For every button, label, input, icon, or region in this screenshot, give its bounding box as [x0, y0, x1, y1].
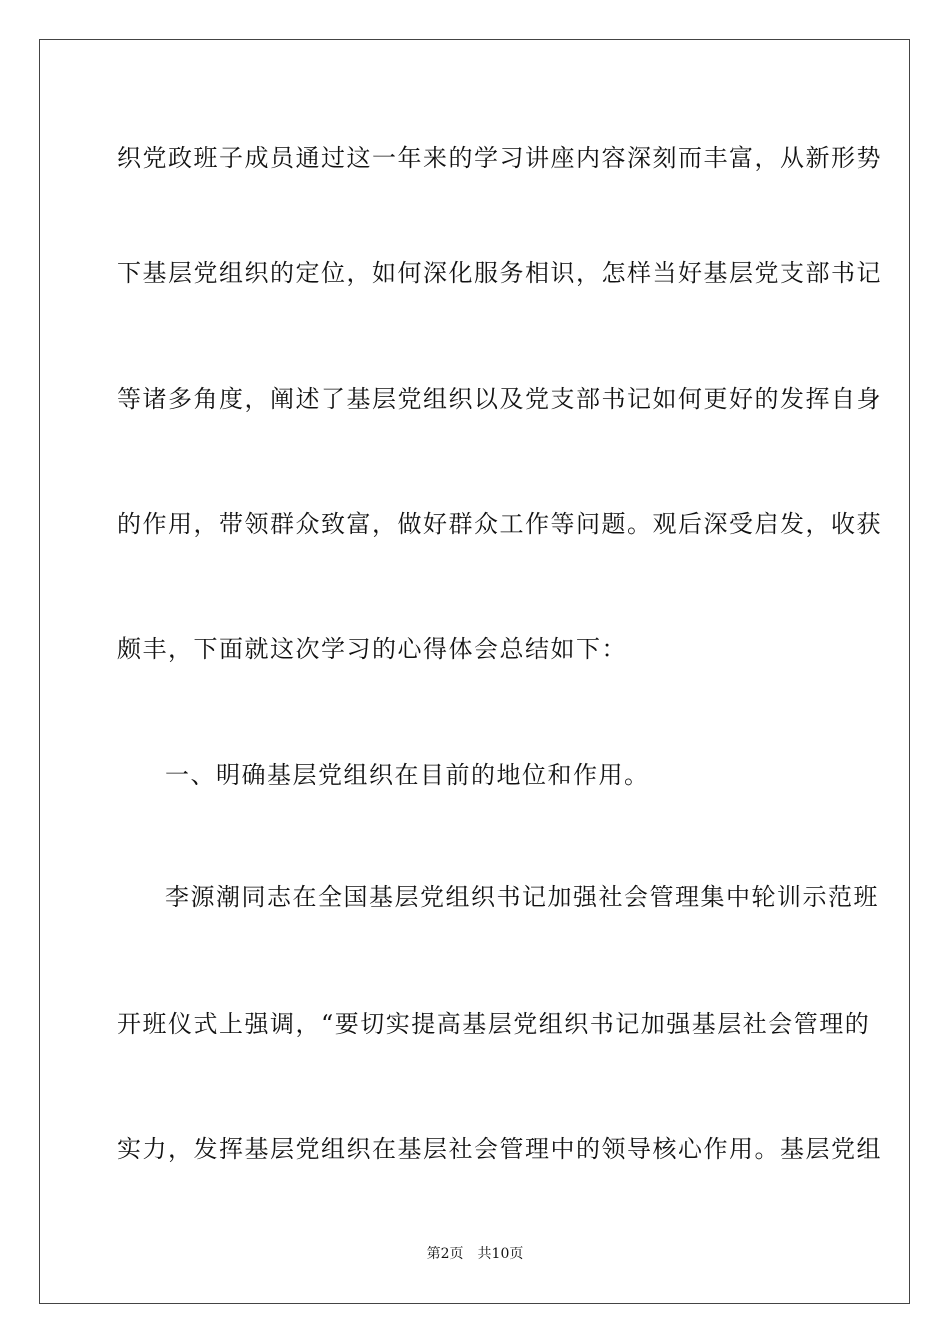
- page-number: 第2页: [426, 1246, 464, 1262]
- body-line-7: 李源潮同志在全国基层党组织书记加强社会管理集中轮训示范班: [165, 883, 879, 911]
- section-heading: 一、明确基层党组织在目前的地位和作用。: [165, 761, 650, 789]
- body-line-4: 的作用，带领群众致富，做好群众工作等问题。观后深受启发，收获: [117, 510, 882, 538]
- body-line-5: 颇丰，下面就这次学习的心得体会总结如下：: [117, 635, 627, 663]
- page-total: 共10页: [477, 1246, 524, 1262]
- body-line-1: 织党政班子成员通过这一年来的学习讲座内容深刻而丰富，从新形势: [117, 144, 882, 172]
- page-footer: [0, 1245, 950, 1263]
- page-border: [39, 39, 910, 1304]
- body-line-9: 实力，发挥基层党组织在基层社会管理中的领导核心作用。基层党组: [117, 1135, 882, 1163]
- body-line-3: 等诸多角度，阐述了基层党组织以及党支部书记如何更好的发挥自身: [117, 385, 882, 413]
- body-line-2: 下基层党组织的定位，如何深化服务相识，怎样当好基层党支部书记: [117, 259, 882, 287]
- body-line-8: 开班仪式上强调，“要切实提高基层党组织书记加强基层社会管理的: [117, 1010, 871, 1038]
